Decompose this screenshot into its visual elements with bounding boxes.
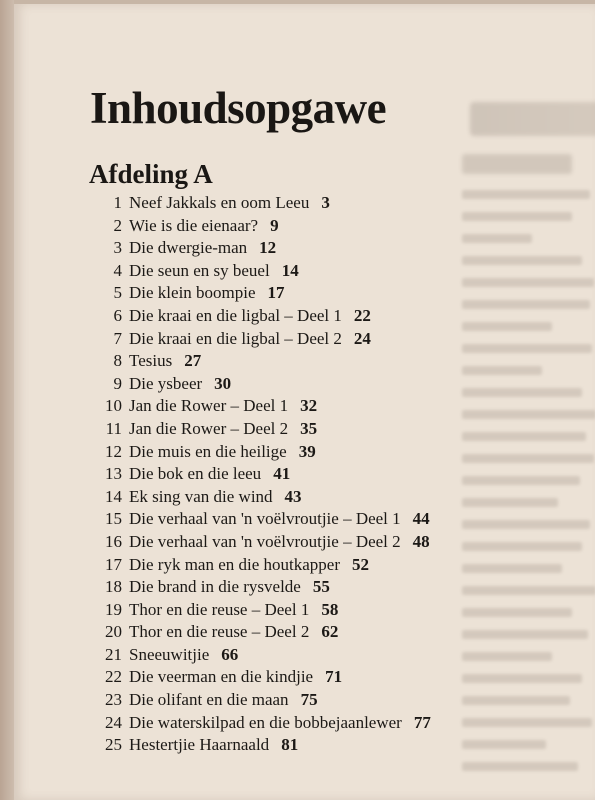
toc-entry-title: Die brand in die rysvelde [129,577,301,597]
toc-entry-number: 13 [105,464,122,484]
toc-entry [88,418,431,441]
toc-entry [88,395,431,418]
bleed-through-subtitle-block [462,154,572,174]
bleed-through-title-block [470,102,595,136]
toc-entry [88,237,431,260]
toc-entry [88,328,431,351]
toc-entry-title: Die olifant en die maan [129,690,289,710]
bleed-through-text [462,94,595,794]
toc-entry-title: Die seun en sy beuel [129,260,270,280]
bleed-through-line [462,344,592,353]
toc-entry-number: 7 [113,328,122,348]
bleed-through-line [462,498,558,507]
toc-entry-page-number: 17 [267,283,285,303]
toc-entry [88,644,431,667]
toc-entry-page-number: 58 [321,599,339,619]
toc-entry-number: 23 [105,690,122,710]
toc-entry-title: Die verhaal van 'n voëlvroutjie – Deel 1 [129,509,401,529]
page-title: Inhoudsopgawe [90,83,387,133]
page-binding-edge [0,0,14,800]
bleed-through-line [462,674,582,683]
bleed-through-line [462,542,582,551]
toc-entry [88,689,431,712]
bleed-through-line [462,608,572,617]
toc-entry-title: Sneeuwitjie [129,644,210,664]
toc-entry-number: 6 [113,305,122,325]
toc-entry-page-number: 44 [412,509,430,529]
toc-entry-title: Jan die Rower – Deel 1 [129,396,289,416]
toc-entry-number: 19 [105,599,122,619]
toc-entry-title: Die waterskilpad en die bobbejaanlewer [129,712,402,732]
bleed-through-line [462,696,570,705]
toc-entry-page-number: 9 [270,215,279,235]
toc-entry-page-number: 55 [312,577,330,597]
toc-entry-page-number: 75 [300,690,318,710]
toc-entry-number: 3 [113,238,122,258]
toc-entry [88,282,431,305]
bleed-through-line [462,432,586,441]
toc-entry [88,373,431,396]
toc-entry-page-number: 22 [353,305,371,325]
toc-entry-title: Die bok en die leeu [129,464,262,484]
toc-entry [88,554,431,577]
toc-entry-number: 17 [105,554,122,574]
toc-entry-title: Die kraai en die ligbal – Deel 2 [129,328,342,348]
toc-entry-number: 5 [113,283,122,303]
toc-entry-title: Die dwergie-man [129,238,248,258]
toc-entry-page-number: 27 [184,351,202,371]
toc-entry-title: Die kraai en die ligbal – Deel 1 [129,305,342,325]
bleed-through-line [462,476,580,485]
bleed-through-line [462,234,532,243]
toc-entry-title: Die muis en die heilige [129,441,287,461]
bleed-through-line [462,410,595,419]
toc-entry-title: Jan die Rower – Deel 2 [129,418,289,438]
toc-entry-title: Hestertjie Haarnaald [129,735,270,755]
toc-entry-title: Die veerman en die kindjie [129,667,314,687]
toc-entry [88,599,431,622]
toc-entry [88,192,431,215]
toc-entry-page-number: 66 [221,644,239,664]
table-of-contents [88,192,431,757]
toc-entry-page-number: 35 [300,418,318,438]
toc-entry-number: 9 [113,373,122,393]
toc-entry-page-number: 14 [281,260,299,280]
toc-entry-page-number: 3 [321,193,330,212]
toc-entry-page-number: 52 [352,554,370,574]
toc-entry-number: 2 [113,215,122,235]
book-page [14,4,595,800]
toc-entry-page-number: 43 [284,486,302,506]
bleed-through-line [462,740,546,749]
toc-entry-number: 8 [113,351,122,371]
toc-entry-title: Thor en die reuse – Deel 1 [129,599,310,619]
toc-entry-title: Wie is die eienaar? [129,215,259,235]
toc-entry-page-number: 62 [321,622,339,642]
toc-entry [88,666,431,689]
toc-entry-number: 4 [113,260,122,280]
toc-entry-title: Ek sing van die wind [129,486,273,506]
toc-entry-page-number: 71 [325,667,343,687]
toc-entry-number: 16 [105,531,122,551]
toc-entry [88,621,431,644]
toc-entry [88,486,431,509]
toc-entry-title: Thor en die reuse – Deel 2 [129,622,310,642]
bleed-through-line [462,630,588,639]
toc-entry-number: 18 [105,577,122,597]
toc-entry-title: Die ysbeer [129,373,203,393]
toc-entry-title: Die klein boompie [129,283,256,303]
toc-entry-number: 15 [105,509,122,529]
toc-entry [88,350,431,373]
section-heading: Afdeling A [89,159,213,189]
bleed-through-line [462,212,572,221]
bleed-through-line [462,718,592,727]
toc-entry-page-number: 30 [214,373,232,393]
toc-entry [88,441,431,464]
toc-entry-number: 24 [105,712,122,732]
toc-entry-page-number: 41 [273,464,291,484]
toc-entry-title: Tesius [129,351,173,371]
bleed-through-line [462,300,590,309]
toc-entry-title: Neef Jakkals en oom Leeu [129,193,310,212]
toc-entry-number: 12 [105,441,122,461]
toc-entry-number: 10 [105,396,122,416]
toc-entry-number: 21 [105,644,122,664]
bleed-through-line [462,256,582,265]
toc-entry-title: Die verhaal van 'n voëlvroutjie – Deel 2 [129,531,401,551]
bleed-through-line [462,564,562,573]
bleed-through-line [462,388,582,397]
bleed-through-line [462,586,595,595]
toc-entry-page-number: 39 [298,441,316,461]
bleed-through-line [462,366,542,375]
toc-entry-number: 25 [105,735,122,755]
toc-entry-page-number: 12 [259,238,277,258]
toc-entry-title: Die ryk man en die houtkapper [129,554,341,574]
bleed-through-line [462,278,594,287]
toc-entry-page-number: 81 [281,735,299,755]
bleed-through-line [462,520,590,529]
toc-entry [88,463,431,486]
toc-entry [88,576,431,599]
toc-entry-number: 20 [105,622,122,642]
toc-entry [88,215,431,238]
toc-entry [88,712,431,735]
toc-entry-page-number: 48 [412,531,430,551]
toc-entry-page-number: 24 [353,328,371,348]
bleed-through-line [462,322,552,331]
toc-entry-page-number: 32 [300,396,318,416]
bleed-through-line [462,190,590,199]
toc-entry [88,305,431,328]
toc-entry [88,531,431,554]
toc-entry [88,260,431,283]
toc-entry-number: 11 [105,418,122,438]
toc-entry-number: 22 [105,667,122,687]
toc-entry-number: 14 [105,486,122,506]
bleed-through-line [462,454,594,463]
toc-entry [88,734,431,757]
bleed-through-line [462,762,578,771]
bleed-through-line [462,652,552,661]
toc-entry [88,508,431,531]
toc-entry-page-number: 77 [413,712,431,732]
toc-entry-number: 1 [113,193,122,212]
